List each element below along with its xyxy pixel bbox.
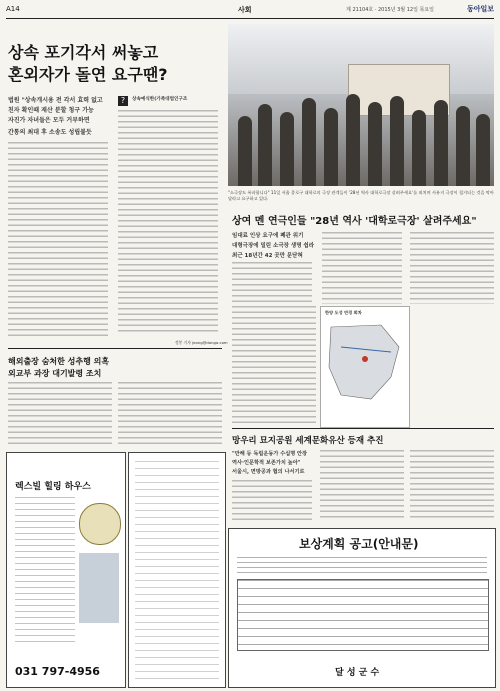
main-headline-line2: 혼외자가 돌연 요구땐? — [8, 65, 168, 84]
divider — [232, 428, 494, 429]
story3-headline-line1: 해외출장 숨처한 성추행 의혹 — [8, 357, 110, 366]
map-shape — [321, 307, 409, 427]
main-headline-line1: 상속 포기각서 써놓고 — [8, 43, 159, 62]
photo-caption: "소극장도 폭파합니다" 11일 서울 종로구 대학로의 극장 관객들이 '28년 역사 대학로극장 살려주세요'를 외치며 사유지 극장이 철거되는 것을 막아달라고 요구하고 있다. — [228, 190, 494, 201]
masthead — [6, 4, 494, 19]
question-mark-icon: ? — [118, 96, 128, 106]
story2-body-col1 — [232, 262, 312, 302]
story2-body-lower — [232, 306, 316, 426]
ad-right-title: 보상계획 공고(안내문) — [299, 537, 419, 551]
divider — [8, 348, 222, 349]
story4-body-col1 — [232, 480, 312, 520]
story4-body-col3 — [410, 450, 494, 520]
ad-left-phone: 031 797-4956 — [15, 665, 100, 678]
story4-subhead-1: "만해 등 독립운동가 수십명 안장 — [232, 451, 308, 457]
section-label: 사회 — [238, 6, 252, 14]
story4-subhead-3: 서울시, 면방공과 협의 나서기로 — [232, 469, 305, 475]
main-article-body-col1 — [8, 142, 108, 340]
main-subhead-4: 간통의 최대 후 소송도 성립불듯 — [8, 129, 92, 136]
qa-box-title: 상속예식한(가족대법인구조 — [132, 97, 188, 102]
story4-body-col2 — [320, 450, 404, 520]
main-subhead-2: 친자 확인때 재산 분할 청구 가능 — [8, 107, 94, 114]
story4-subhead-2: 역사·인문학적 보존가치 높아" — [232, 460, 301, 466]
story2-subhead-2: 대형극장에 밀린 소극장 생명 쉽라 — [232, 243, 315, 249]
main-subhead-1: 법원 "상속개시용 전 각서 효력 없고 — [8, 97, 103, 104]
story2-body-col2 — [322, 232, 402, 304]
main-subhead-3: 자진가 자녀들은 모두 거부하면 — [8, 117, 90, 124]
main-article-body-col2 — [118, 110, 218, 335]
issue-meta: 제 21104호 · 2015년 3월 12일 목요일 — [346, 7, 434, 13]
story2-subhead-3: 최근 18년간 42 곳만 문닫혀 — [232, 253, 303, 259]
ad-left-title: 렉스빌 힐링 하우스 — [15, 482, 91, 492]
protest-photo — [228, 24, 494, 186]
story3-headline-line2: 외교부 과장 대기발령 조치 — [8, 369, 102, 378]
story4-headline: 망우리 묘지공원 세계문화유산 등재 추진 — [232, 436, 384, 446]
story2-subhead-1: 임대료 인상 요구에 폐관 위기 — [232, 233, 304, 239]
seoul-map-graphic — [320, 306, 410, 428]
story3-body-col1 — [8, 382, 112, 444]
ad-right-signature: 달 성 군 수 — [335, 668, 380, 678]
real-estate-ad — [6, 452, 126, 688]
byline: 정봉 기자 jeong@donga.com — [175, 340, 228, 345]
page-number: A14 — [6, 5, 20, 13]
map-title: 한양 도성 반경 회차 — [325, 310, 362, 315]
story3-body-col2 — [118, 382, 222, 444]
story2-body-col3 — [410, 232, 494, 304]
newspaper-brand: 동아일보 — [466, 5, 494, 13]
compensation-notice-ad — [228, 528, 496, 688]
ad-form — [128, 452, 226, 688]
story2-headline: 상여 멘 연극인들 "28년 역사 '대학로극장' 살려주세요" — [232, 216, 477, 227]
